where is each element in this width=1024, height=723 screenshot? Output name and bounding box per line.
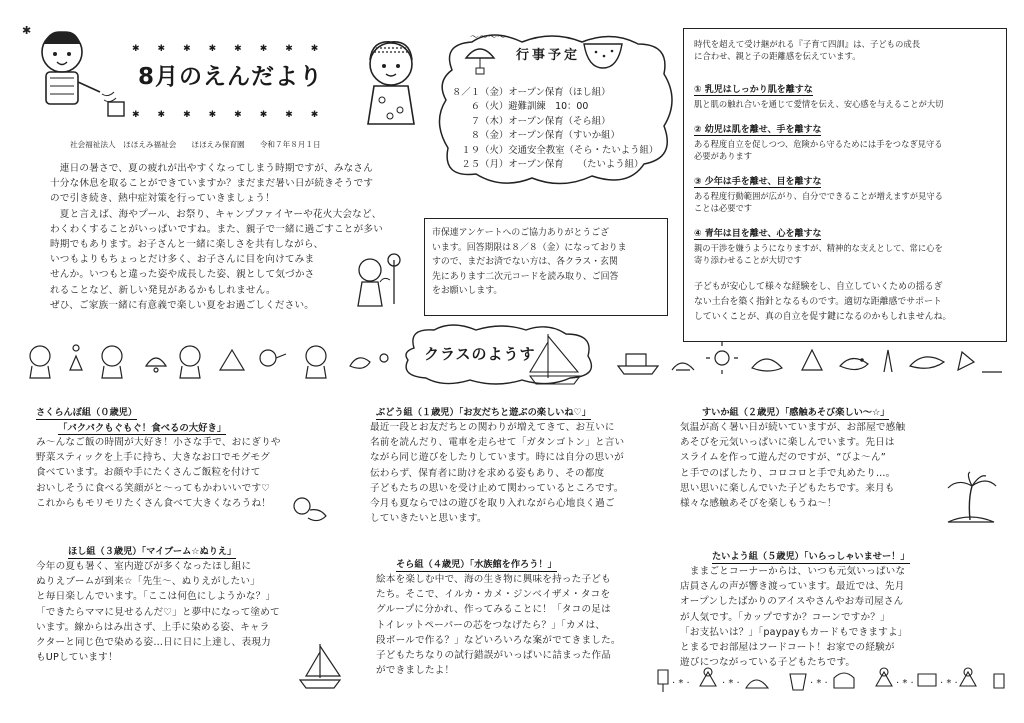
svg-text:· * ·: · * · bbox=[672, 678, 690, 689]
svg-text:· * ·: · * · bbox=[896, 678, 914, 689]
class-taiyou bbox=[680, 548, 1000, 670]
class-line: 店員さんの声が響き渡っています。最近では、先月 bbox=[680, 581, 905, 593]
class-line: と手でのばしたり、コロコロと手で丸めたり…。 bbox=[680, 467, 896, 479]
palm-island-illustration bbox=[940, 470, 1000, 530]
class-line: ながら同じ遊びをしたりしています。時には自分の思いが bbox=[370, 452, 624, 464]
class-line: 今月も夏ならではの遊びを取り入れながら心地良く過ご bbox=[370, 498, 615, 510]
intro-line: れることなど、新しい発見があるかもしれません。 bbox=[50, 284, 276, 296]
class-suika bbox=[680, 404, 980, 511]
class-line: 名前を読んだり、電車を走らせて「ガタンゴトン」と言い bbox=[370, 437, 625, 449]
intro-line: 連日の暑さで、夏の疲れが出やすくなってしまう時期ですが、みなさん bbox=[50, 163, 374, 174]
svg-text:✱: ✱ bbox=[22, 24, 32, 37]
class-line: 様々な感触あそびを楽しもうね～！ bbox=[680, 498, 837, 510]
class-line: とまるでお部屋はフードコート！お家での経験が bbox=[680, 642, 895, 654]
class-budou bbox=[370, 404, 670, 526]
intro-line: せんか。いつもと違った姿や成長した姿、親として気づかさ bbox=[50, 269, 315, 281]
class-line: オープンしたばかりのアイスやさんやお寿司屋さん bbox=[680, 596, 904, 608]
event-row: １９（火）交通安全教室（そら・たいよう組） bbox=[452, 144, 659, 156]
class-title: すいか組（２歳児）「感触あそび楽しい～☆」 bbox=[702, 407, 890, 418]
parenting-head: ③ 少年は手を離せ、目を離すな bbox=[694, 177, 822, 187]
parenting-head: ① 乳児はしっかり肌を離すな bbox=[694, 85, 813, 95]
class-line: 最近一段とお友だちとの関わりが増えてきて、お互いに bbox=[370, 422, 615, 433]
class-line: していきたいと思います。 bbox=[370, 513, 487, 525]
watermelon-icon bbox=[582, 40, 624, 70]
events-deco: 〜〜〜〜 bbox=[470, 33, 507, 43]
parenting-intro bbox=[694, 38, 1000, 63]
class-line: ままごとコーナーからは、いつも元気いっぱいな bbox=[680, 566, 906, 577]
food-icons-row bbox=[650, 666, 1010, 696]
class-line: トイレットペーパーの芯をつなげたら？」「カメは、 bbox=[376, 619, 606, 631]
class-subtitle: 「パクパクもぐもぐ！食べるの大好き」 bbox=[58, 423, 227, 434]
parenting-item-2 bbox=[694, 122, 1000, 163]
class-line: 「お支払いは？」「paypayもカードもできますよ」 bbox=[680, 626, 908, 638]
survey-line: をお願いします。 bbox=[432, 286, 503, 297]
parenting-item-1 bbox=[694, 82, 1000, 110]
survey-text bbox=[432, 226, 627, 299]
class-line: グループに分かれ、作ってみることに！「タコの足は bbox=[376, 604, 611, 616]
class-sora bbox=[376, 556, 676, 678]
class-line: 野菜スティックを上手に持ち、大きなお口でモグモグ bbox=[36, 452, 271, 464]
class-line: もUPしています！ bbox=[36, 652, 118, 664]
svg-text:· * ·: · * · bbox=[810, 678, 828, 689]
class-line: おいしそうに食べる笑顔がと～ってもかわいいです♡ bbox=[36, 482, 271, 494]
baby-eating-illustration bbox=[286, 492, 332, 526]
class-line: ぬりえブームが到来☆「先生～、ぬりえがしたい」 bbox=[36, 576, 260, 588]
parenting-item-4 bbox=[694, 226, 1000, 267]
events-title-text: 行事予定 bbox=[516, 48, 581, 63]
org-line: 社会福祉法人 ほほえみ福祉会 ほほえみ保育園 令和７年８月１日 bbox=[70, 140, 321, 149]
class-line: ができましたよ！ bbox=[376, 665, 455, 677]
parenting-item-3 bbox=[694, 174, 1000, 215]
class-line: これからもモリモリたくさん食べて大きくなろうね！ bbox=[36, 497, 272, 509]
right-sea-row bbox=[612, 336, 1008, 380]
class-line: 子どもたちの思いを受け止めて関わっているところです。 bbox=[370, 482, 624, 494]
intro-line: ので引き続き、熱中症対策を行っていきましょう！ bbox=[50, 193, 275, 205]
left-character-row bbox=[20, 336, 400, 382]
class-section-title: クラスのようす bbox=[424, 345, 536, 363]
title-underline-deco: ✱✱✱✱✱✱✱✱ bbox=[132, 44, 337, 54]
class-line: 思い思いに楽しんでいた子どもたちです。来月も bbox=[680, 482, 895, 494]
event-row: ６（火）避難訓練 10：00 bbox=[452, 101, 589, 113]
class-title: ぶどう組（１歳児）「お友だちと遊ぶの楽しいね♡」 bbox=[376, 407, 591, 418]
parenting-line: ことは必要です bbox=[694, 203, 753, 214]
parenting-closing bbox=[694, 280, 1000, 325]
class-line: 気温が高く暑い日が続いていますが、お部屋で感触 bbox=[680, 422, 906, 433]
parenting-intro-line: 時代を超えて受け継がれる『子育て四訓』は、子どもの成長 bbox=[694, 39, 921, 49]
intro-line: ぜひ、ご家族一緒に有意義で楽しい夏をお過ごしください。 bbox=[50, 299, 315, 311]
class-line: 伝わらず、保育者に助けを求める姿もあり、その都度 bbox=[370, 467, 605, 479]
class-line: み～んなご飯の時間が大好き！小さな手で、おにぎりや bbox=[36, 437, 281, 448]
class-line: います。線からはみ出さず、上手に染める姿、キャラ bbox=[36, 621, 270, 633]
class-line: 段ボールで作る？」などいろいろな案がでてきました。 bbox=[376, 634, 621, 646]
class-line: クターと同じ色で染める姿…日に日に上達し、表現力 bbox=[36, 637, 271, 649]
class-title: そら組（４歳児）「水族館を作ろう！」 bbox=[396, 559, 557, 570]
class-title: さくらんぼ組（０歳児） bbox=[36, 407, 138, 418]
parenting-closing-line: ない土台を築く指針となるものです。適切な距離感でサポート bbox=[694, 297, 942, 307]
parenting-closing-line: していくことが、真の自立を促す鍵になるのかもしれませんね。 bbox=[694, 312, 952, 322]
class-line: 今年の夏も暑く、室内遊びが多くなったほし組に bbox=[36, 561, 252, 572]
parenting-line: ある程度自立を促しつつ、危険から守るためには手をつなぎ見守る bbox=[694, 139, 943, 149]
events-title bbox=[516, 44, 580, 63]
intro-line: 十分な休息を取ることができていますか？まだまだ暑い日が続きそうです bbox=[50, 178, 374, 190]
girl-yukata-illustration bbox=[346, 34, 436, 134]
class-line: スライムを作って遊んだのですが、“びよ～ん” bbox=[680, 452, 886, 464]
intro-line: 時期でもあります。お子さんと一緒に楽しさを共有しながら、 bbox=[50, 239, 324, 251]
svg-text:· * ·: · * · bbox=[940, 678, 958, 689]
parenting-head: ④ 青年は目を離せ、心を離すな bbox=[694, 229, 822, 239]
parenting-line: 必要があります bbox=[694, 151, 753, 162]
parenting-line: 肌と肌の触れ合いを通じて愛情を伝え、安心感を与えることが大切 bbox=[694, 99, 944, 109]
intro-line: わくわくすることがいっぱいですね。また、親子で一緒に過ごすことが多い bbox=[50, 223, 383, 235]
class-line: 遊びにつながっている子どもたちです。 bbox=[680, 657, 856, 669]
class-title: ほし組（３歳児）「マイブーム☆ぬりえ」 bbox=[68, 546, 237, 557]
class-line: あそびを元気いっぱいに楽しんでいます。先日は bbox=[680, 437, 895, 449]
event-row: ７（木）オープン保育（そら組） bbox=[452, 115, 611, 127]
survey-line: います。回答期限は８／８（金）になっておりま bbox=[432, 242, 627, 253]
wind-chime-icon bbox=[460, 40, 500, 76]
parenting-intro-line: に合わせ、親と子の距離感を伝えています。 bbox=[694, 51, 861, 62]
survey-line: 市保連アンケートへのご協力ありがとうござ bbox=[432, 228, 609, 238]
parenting-head: ② 幼児は肌を離せ、手を離すな bbox=[694, 125, 822, 135]
events-list bbox=[452, 86, 658, 172]
class-line: 子どもたちなりの試行錯誤がいっぱいに詰まった作品 bbox=[376, 650, 612, 662]
sailboat-illustration bbox=[290, 640, 350, 692]
class-line: と毎日楽しんでいます。「ここは何色にしようかな？」 bbox=[36, 591, 276, 603]
class-title: たいよう組（５歳児）「いらっしゃいませー！」 bbox=[712, 551, 910, 562]
parenting-line: ある程度行動範囲が広がり、自分でできることが増えますが見守る bbox=[694, 191, 943, 201]
class-line: 食べています。お顔や手にたくさんご飯粒を付けて bbox=[36, 467, 261, 479]
title-bottom-deco: ✱✱✱✱✱✱✱✱ bbox=[132, 110, 337, 120]
class-line: 絵本を楽しむ中で、海の生き物に興味を持った子ども bbox=[376, 574, 611, 585]
page-title: 8月のえんだより bbox=[138, 64, 324, 90]
parenting-line: 寄り添わせることが大切です bbox=[694, 255, 802, 266]
event-row: ２５（月）オープン保育 （たいよう組） bbox=[452, 159, 644, 171]
parenting-closing-line: 子どもが安心して様々な経験をし、自立していくための揺るぎ bbox=[694, 282, 943, 292]
class-line: が人気です。「カップですか？コーンですか？」 bbox=[680, 611, 890, 623]
survey-line: すので、まだお済でない方は、各クラス・玄関 bbox=[432, 257, 618, 268]
class-line: 「できたらママに見せるんだ♡」と夢中になって塗めて bbox=[36, 606, 280, 618]
child-flower-illustration bbox=[350, 250, 406, 310]
class-line: たち。そこで、イルカ・カメ・ジンベイザメ・タコを bbox=[376, 589, 611, 601]
survey-line: 先にあります二次元コードを読み取り、ご回答 bbox=[432, 271, 619, 282]
event-row: ８／１（金）オープン保育（ほし組） bbox=[452, 87, 611, 98]
boy-watering-illustration bbox=[20, 22, 130, 122]
intro-line: いつもよりもちょっとだけ多く、お子さんに目を向けてみま bbox=[50, 254, 315, 266]
intro-line: 夏と言えば、海やプール、お祭り、キャンプファイヤーや花火大会など、 bbox=[50, 208, 382, 220]
event-row: ８（金）オープン保育（すいか組） bbox=[452, 130, 620, 142]
header-area bbox=[20, 14, 360, 144]
svg-text:· * ·: · * · bbox=[722, 678, 740, 689]
parenting-line: 親の干渉を嫌うようになりますが、精神的な支えとして、常に心を bbox=[694, 243, 943, 253]
